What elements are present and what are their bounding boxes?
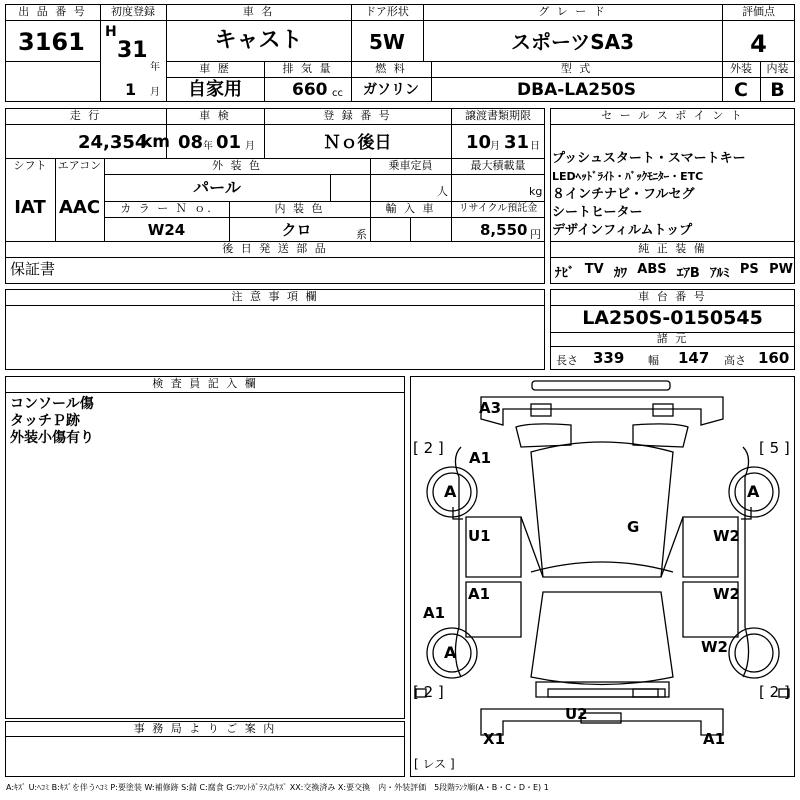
mark-a3-top: A3	[479, 399, 502, 417]
equipment-item: ABS	[637, 262, 667, 277]
damage-diagram	[410, 376, 795, 777]
aircon-header: エアコン	[57, 159, 102, 172]
mark-u1: U1	[468, 527, 491, 545]
model-header: 型 式	[560, 62, 593, 75]
car-outline-icon	[411, 377, 794, 776]
ext-color-value: パール	[193, 178, 241, 197]
mileage-value: 24,354	[78, 132, 148, 153]
equipment-item: ｱﾙﾐ	[710, 266, 730, 281]
first-reg-header: 初度登録	[111, 5, 155, 18]
bracket-left-top: [ 2 ]	[413, 439, 444, 457]
insp-year-value: 08	[178, 132, 204, 153]
int-color-unit: 系	[356, 228, 367, 241]
year-value: 31	[117, 38, 148, 63]
mark-w2-right-lower: W2	[701, 638, 728, 656]
mark-a1-left-side: A1	[423, 604, 446, 622]
month-value: 1	[125, 80, 137, 99]
notes-header: 注 意 事 項 欄	[231, 290, 319, 303]
mileage-unit: km	[141, 132, 171, 152]
color-no-header: カ ラ ー Ｎ ｏ.	[120, 202, 213, 215]
equipment-item: TV	[584, 262, 604, 277]
chassis-header: 車 台 番 号	[638, 290, 707, 303]
equipment-item: ﾅﾋﾞ	[555, 266, 575, 281]
inspector-notes	[10, 396, 94, 447]
sales-point-list	[552, 150, 794, 240]
max-load-unit: kg	[529, 185, 543, 198]
later-parts-header: 後 日 発 送 部 品	[222, 242, 328, 255]
fuel-value: ガソリン	[363, 82, 419, 98]
tire-mark-left-rear: A	[444, 643, 457, 662]
exterior-grade-value: C	[734, 79, 748, 101]
ext-color-header: 外 装 色	[212, 159, 262, 172]
model-value: DBA-LA250S	[517, 80, 636, 100]
chassis-no-value: LA250S-0150545	[582, 307, 763, 329]
mark-a1-left-upper: A1	[469, 449, 492, 467]
sales-point-item: プッシュスタート・スマートキー	[552, 151, 746, 166]
tire-mark-left-front: A	[444, 482, 457, 501]
equipment-header: 純 正 装 備	[638, 242, 707, 255]
sales-point-item: LEDﾍｯﾄﾞﾗｲﾄ・ﾊﾞｯｸﾓﾆﾀｰ・ETC	[552, 170, 704, 183]
inspector-header: 検 査 員 記 入 欄	[152, 377, 258, 390]
int-color-header: 内 装 色	[274, 202, 325, 215]
transfer-month-unit: 月	[490, 141, 500, 152]
transfer-month-value: 10	[466, 132, 492, 153]
reg-no-header: 登 録 番 号	[323, 109, 392, 122]
height-value: 160	[758, 349, 790, 367]
bracket-right-bottom: [ 2 ]	[759, 683, 790, 701]
equipment-item: ｴｱB	[676, 266, 700, 281]
width-value: 147	[678, 349, 710, 367]
grade-header: グ レ ー ド	[538, 5, 607, 18]
bracket-left-bottom: [ 2 ]	[413, 683, 444, 701]
month-unit: 月	[150, 87, 160, 98]
length-value: 339	[593, 349, 625, 367]
mark-w2-right-mid: W2	[713, 585, 740, 603]
mileage-header: 走 行	[69, 109, 102, 122]
recycle-header: リサイクル預託金	[458, 203, 538, 214]
lot-no-header: 出 品 番 号	[18, 5, 87, 18]
equipment-item: PS	[739, 262, 759, 277]
fuel-header: 燃 料	[375, 62, 407, 75]
car-name-value: キャスト	[214, 28, 303, 53]
door-value: 5W	[369, 30, 405, 54]
transfer-day-value: 31	[504, 132, 530, 153]
transfer-header: 譲渡書類期限	[465, 109, 531, 122]
inspector-note: タッチＰ跡	[10, 413, 80, 429]
score-header: 評価点	[742, 5, 775, 18]
displacement-header: 排 気 量	[282, 62, 333, 75]
sales-point-item: シートヒーター	[552, 205, 643, 220]
displacement-value: 660	[292, 80, 328, 100]
year-unit: 年	[150, 62, 160, 73]
mark-w2-right-upper: W2	[713, 527, 740, 545]
insp-year-unit: 年	[203, 141, 213, 152]
later-parts-value: 保証書	[10, 260, 56, 278]
history-value: 自家用	[188, 79, 242, 100]
car-name-header: 車 名	[242, 5, 275, 18]
specs-header: 諸 元	[656, 332, 689, 345]
max-load-header: 最大積載量	[470, 159, 526, 172]
interior-header: 内装	[766, 62, 789, 75]
mark-a1-left-mid: A1	[468, 585, 491, 603]
mark-les: [ レス ]	[414, 757, 455, 771]
length-label: 長さ	[556, 354, 578, 367]
office-header: 事 務 局 よ り ご 案 内	[133, 722, 277, 735]
mark-x1: X1	[483, 730, 506, 748]
legend-text: A:ｷｽﾞ U:ﾍｺﾐ B:ｷｽﾞを伴うﾍｺﾐ P:要塗装 W:補修跡 S:錆 C:腐食 G:ﾌﾛﾝﾄｶﾞﾗｽ点ｷｽﾞ XX:交換済み X:要交換 内・外装評価 5段階ﾗﾝｸ順(A・B・C・D・E) 1	[6, 783, 549, 792]
exterior-header: 外装	[730, 62, 752, 75]
recycle-value: 8,550	[480, 221, 528, 239]
interior-grade-value: B	[770, 79, 785, 101]
score-value: 4	[750, 30, 767, 58]
capacity-header: 乗車定員	[388, 159, 433, 172]
equipment-item: PW	[769, 262, 793, 277]
aircon-value: AAC	[58, 197, 101, 218]
inspector-note: コンソール傷	[10, 396, 94, 412]
sales-point-item: ８インチナビ・フルセグ	[552, 187, 695, 202]
lot-no-value: 3161	[18, 28, 85, 56]
height-label: 高さ	[724, 354, 746, 367]
insp-month-value: 01	[216, 132, 242, 153]
transfer-day-unit: 日	[530, 141, 540, 152]
insp-month-unit: 月	[245, 141, 255, 152]
history-header: 車 歴	[199, 62, 231, 75]
tire-mark-right-front: A	[747, 482, 760, 501]
grade-value: スポーツSA3	[511, 30, 634, 54]
color-no-value: W24	[147, 221, 186, 239]
sales-point-item: デザインフィルムトップ	[552, 223, 693, 238]
bracket-right-top: [ 5 ]	[759, 439, 790, 457]
door-header: ドア形状	[365, 5, 409, 18]
displacement-unit: cc	[332, 88, 343, 99]
recycle-unit: 円	[530, 228, 541, 241]
shift-value: IAT	[14, 197, 46, 218]
equipment-item: ｶﾜ	[614, 266, 627, 281]
era-value: H	[105, 24, 117, 40]
mark-g: G	[627, 518, 640, 536]
capacity-unit: 人	[437, 185, 448, 198]
mark-a1-bottom-right: A1	[703, 730, 726, 748]
width-label: 幅	[648, 354, 659, 367]
shift-header: シフト	[13, 159, 47, 172]
reg-no-value: Ｎｏ後日	[323, 133, 392, 153]
inspection-header: 車 検	[199, 109, 231, 122]
int-color-value: クロ	[281, 221, 312, 239]
equipment-list	[555, 262, 793, 281]
inspector-note: 外装小傷有り	[10, 430, 94, 446]
import-header: 輸 入 車	[385, 202, 436, 215]
mark-u2: U2	[565, 705, 588, 723]
sales-point-header: セ ー ル ス ポ イ ン ト	[601, 109, 744, 122]
